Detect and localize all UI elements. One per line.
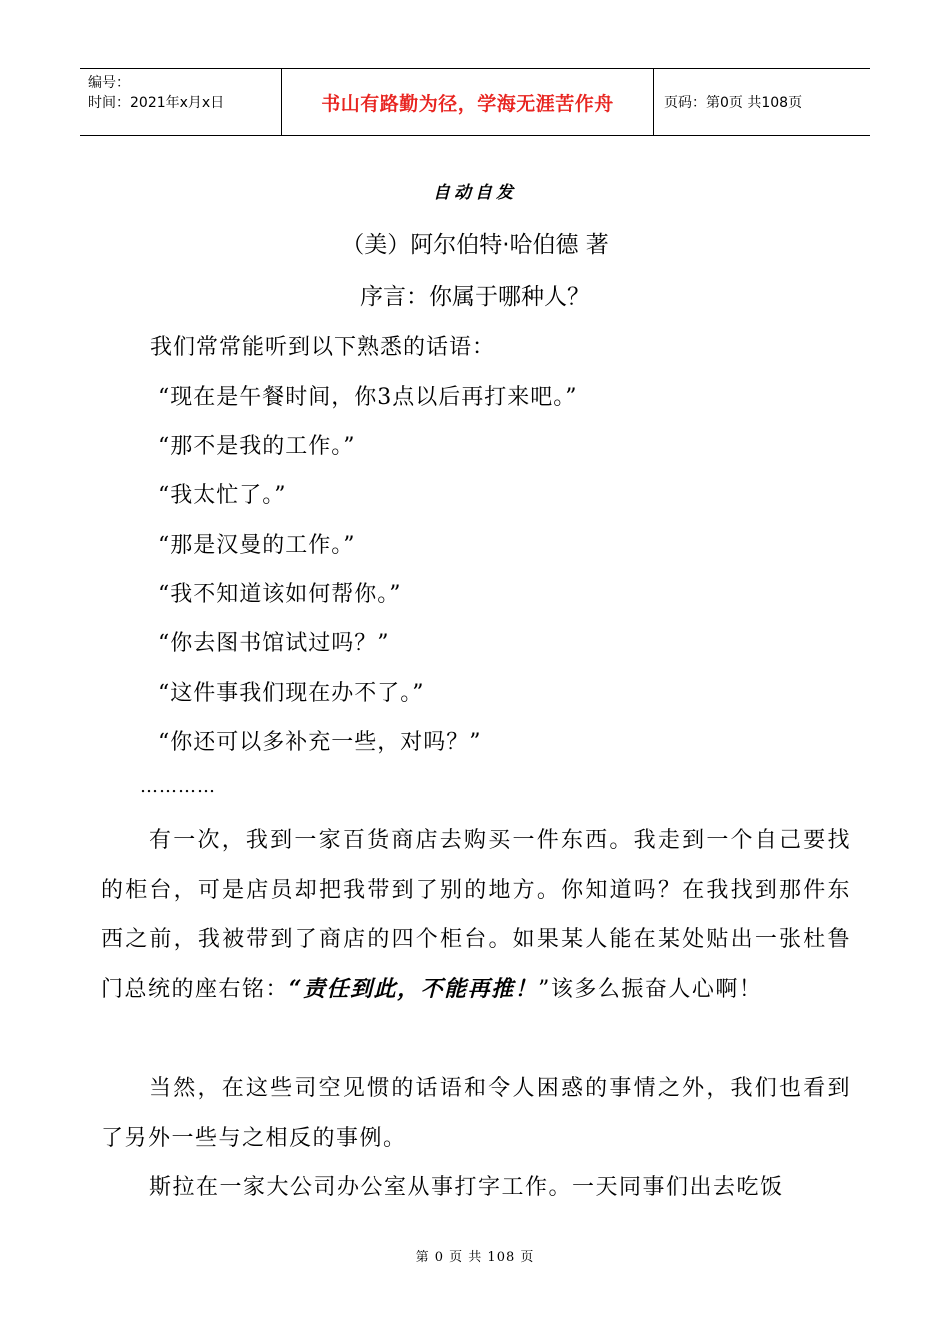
quote-line: “你还可以多补充一些，对吗？” [158, 730, 482, 755]
quote-line: “你去图书馆试过吗？” [158, 631, 390, 656]
header-table [80, 68, 870, 136]
quote-line: “我太忙了。” [158, 483, 287, 508]
header-page-info: 页码：第0页 共108页 [664, 95, 803, 111]
header-meta-cell [80, 69, 282, 135]
quote-line: “现在是午餐时间，你3点以后再打来吧。” [158, 385, 578, 410]
page-footer: 第 0 页 共 108 页 [415, 1250, 535, 1265]
quotes-intro: 我们常常能听到以下熟悉的话语： [150, 335, 496, 360]
quote-line: “那是汉曼的工作。” [158, 533, 356, 558]
paragraph-1-tail: ”该多么振奋人心啊！ [538, 976, 763, 1002]
document-author: （美）阿尔伯特·哈伯德 著 [341, 232, 609, 258]
ellipsis: ………… [140, 776, 216, 797]
section-title: 序言：你属于哪种人？ [360, 284, 590, 310]
quote-line: “这件事我们现在办不了。” [158, 681, 425, 706]
time-label: 时间：2021年x月x日 [88, 95, 225, 111]
quote-line: “我不知道该如何帮你。” [158, 582, 402, 607]
header-motto: 书山有路勤为径，学海无涯苦作舟 [282, 69, 654, 135]
document-title: 自动自发 [433, 183, 517, 203]
paragraph-1 [101, 816, 851, 1014]
paragraph-1-emphasis: “责任到此，不能再推！ [289, 975, 539, 1002]
paragraph-1-text: 有一次，我到一家百货商店去购买一件东西。我走到一个自己要找的柜台，可是店员却把我带到了别的地方。你知道吗？在我找到那件东西之前，我被带到了商店的四个柜台。如果某人能在某处贴出一张杜鲁门总统的座右铭： [101, 828, 851, 1002]
number-label: 编号： [88, 75, 130, 91]
paragraph-3: 斯拉在一家大公司办公室从事打字工作。一天同事们出去吃饭 [149, 1175, 784, 1200]
quote-line: “那不是我的工作。” [158, 434, 356, 459]
paragraph-2: 当然，在这些司空见惯的话语和令人困惑的事情之外，我们也看到了另外一些与之相反的事例。 [101, 1076, 851, 1151]
